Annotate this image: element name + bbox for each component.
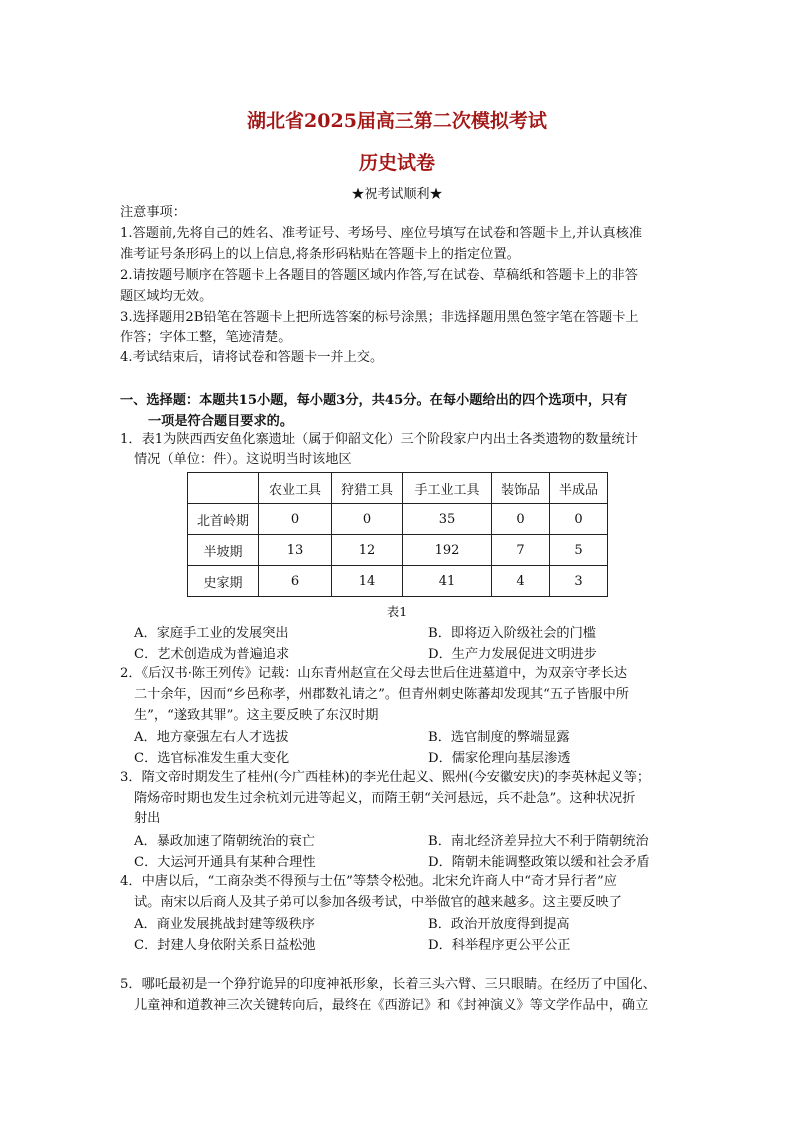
table-cell: 192 [403,535,492,566]
question-3-stem: 3．隋文帝时期发生了桂州(今广西桂林)的李光仕起义、熙州(今安徽安庆)的李英林起义等； [120,770,651,785]
table-header-cell: 装饰品 [492,473,550,504]
table-cell: 史家期 [188,566,259,597]
table-header-cell: 手工业工具 [403,473,492,504]
table-cell: 0 [259,504,332,535]
question-2-option-c: C．选官标准发生重大变化 [134,751,290,766]
table-header-cell: 狩猎工具 [332,473,403,504]
table-cell: 6 [259,566,332,597]
question-3-stem: 射出 [134,811,161,826]
question-4-stem: 4．中唐以后，“工商杂类不得预与士伍”等禁令松弛。北宋允许商人中“奇才异行者”应 [120,874,617,889]
good-luck-line: ★祝考试顺利★ [351,187,443,202]
notice-line: 2.请按题号顺序在答题卡上各题目的答题区域内作答,写在试卷、草稿纸和答题卡上的非答 [120,268,638,283]
question-2-option-a: A．地方豪强左右人才选拔 [134,730,289,745]
question-2-stem: 2．《后汉书·陈王列传》记载：山东青州赵宣在父母去世后住进墓道中，为双亲守孝长达 [120,666,628,681]
table-cell: 半坡期 [188,535,259,566]
table-cell: 5 [550,535,608,566]
section-heading: 一、选择题：本题共15小题，每小题3分，共45分。在每小题给出的四个选项中，只有 [120,393,628,408]
table-cell: 0 [332,504,403,535]
question-3-stem: 隋炀帝时期也发生过余杭刘元进等起义，而隋王朝“关河悬远，兵不赴急”。这种状况折 [134,791,636,806]
question-3-option-c: C．大运河开通具有某种合理性 [134,855,316,870]
notice-line: 准考证号条形码上的以上信息,将条形码粘贴在答题卡上的指定位置。 [120,247,520,262]
table-header-cell: 半成品 [550,473,608,504]
question-1-stem: 情况（单位：件）。这说明当时该地区 [134,452,352,467]
question-3-option-b: B．南北经济差异拉大不利于隋朝统治 [428,834,649,849]
question-5-stem: 儿童神和道教神三次关键转向后，最终在《西游记》和《封神演义》等文学作品中，确立 [134,998,649,1013]
question-3-option-a: A．暴政加速了隋朝统治的衰亡 [134,834,315,849]
table-cell: 14 [332,566,403,597]
table-cell: 13 [259,535,332,566]
table-cell: 0 [550,504,608,535]
data-table [187,472,608,597]
notice-line: 作答；字体工整，笔迹清楚。 [120,330,292,345]
table-row [188,504,608,535]
table-cell: 7 [492,535,550,566]
notice-line: 3.选择题用2B铅笔在答题卡上把所选答案的标号涂黑；非选择题用黑色签字笔在答题卡上 [120,310,639,325]
question-4-option-b: B．政治开放度得到提高 [428,917,570,932]
question-1-option-b: B．即将迈入阶级社会的门槛 [428,626,596,641]
notice-heading: 注意事项： [120,205,186,220]
table-cell: 0 [492,504,550,535]
table-cell: 北首岭期 [188,504,259,535]
question-4-stem: 试。南宋以后商人及其子弟可以参加各级考试，中举做官的越来越多。这主要反映了 [134,895,622,910]
table-cell: 12 [332,535,403,566]
table-header-row [188,473,608,504]
question-2-stem: 二十余年，因而“乡邑称孝，州郡数礼请之”。但青州刺史陈蕃却发现其“五子皆服中所 [134,687,629,702]
table-header-cell [188,473,259,504]
question-2-option-b: B．选官制度的弊端显露 [428,730,570,745]
question-1-option-a: A．家庭手工业的发展突出 [134,626,289,641]
question-1-stem: 1．表1为陕西西安鱼化寨遗址（属于仰韶文化）三个阶段家户内出土各类遗物的数量统计 [120,432,638,447]
question-3-option-d: D．隋朝未能调整政策以缓和社会矛盾 [428,855,650,870]
notice-line: 4.考试结束后，请将试卷和答题卡一并上交。 [120,350,384,365]
table-row [188,535,608,566]
table-row [188,566,608,597]
question-4-option-d: D．科举程序更公平公正 [428,938,571,953]
table-cell: 3 [550,566,608,597]
question-1-option-c: C．艺术创造成为普遍追求 [134,647,290,662]
question-2-option-d: D．儒家伦理向基层渗透 [428,751,571,766]
table-header-cell: 农业工具 [259,473,332,504]
question-4-option-a: A．商业发展挑战封建等级秩序 [134,917,315,932]
notice-line: 1.答题前,先将自己的姓名、准考证号、考场号、座位号填写在试卷和答题卡上,并认真核准 [120,226,643,241]
subject-title: 历史试卷 [358,152,435,174]
question-1-option-d: D．生产力发展促进文明进步 [428,647,597,662]
exam-title: 湖北省2025届高三第二次模拟考试 [247,110,547,132]
table-caption: 表1 [386,604,408,619]
notice-line: 题区域均无效。 [120,289,213,304]
table-cell: 4 [492,566,550,597]
question-4-option-c: C．封建人身依附关系日益松弛 [134,938,316,953]
table-cell: 35 [403,504,492,535]
question-5-stem: 5．哪吒最初是一个狰狞诡异的印度神祇形象，长着三头六臂、三只眼睛。在经历了中国化、 [120,977,656,992]
table-cell: 41 [403,566,492,597]
question-2-stem: 生”，“遂致其罪”。这主要反映了东汉时期 [134,708,379,723]
section-heading-cont: 一项是符合题目要求的。 [148,414,294,429]
